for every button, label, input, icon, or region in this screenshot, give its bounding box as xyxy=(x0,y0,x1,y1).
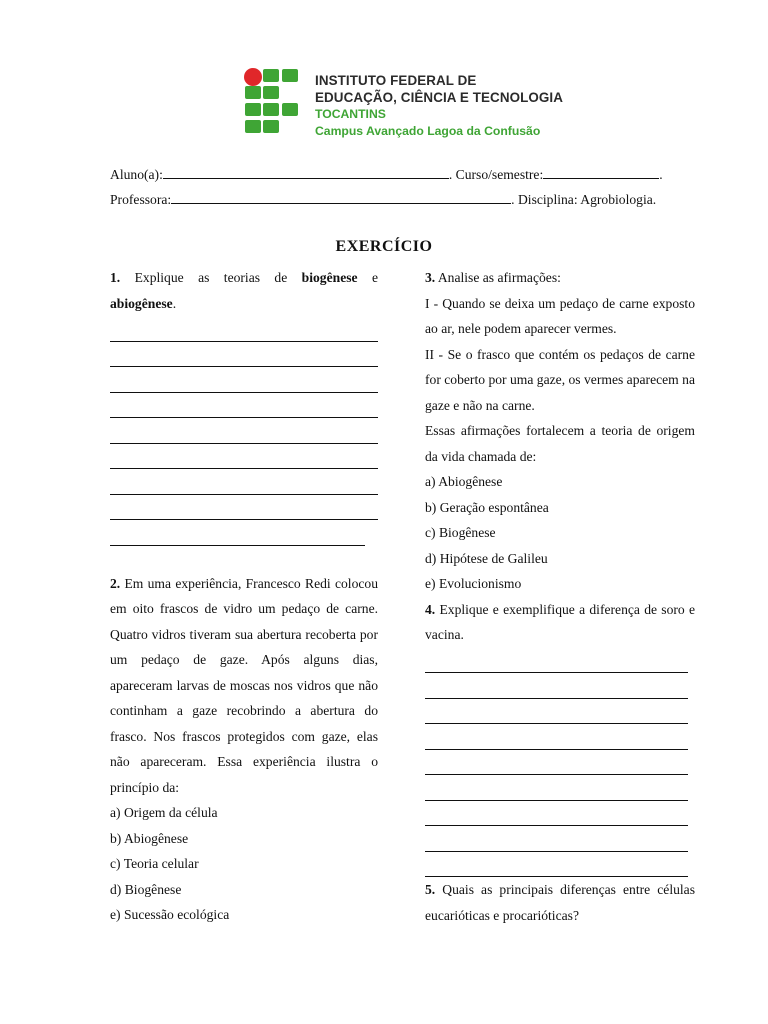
student-info-line xyxy=(110,166,663,183)
professora-field[interactable] xyxy=(171,191,511,204)
curso-end: . xyxy=(659,167,663,182)
institute-name-block xyxy=(315,72,563,140)
professora-label: Professora: xyxy=(110,192,172,207)
curso-field[interactable] xyxy=(543,166,659,179)
q2-option-c[interactable]: c) Teoria celular xyxy=(110,856,199,871)
q4-answer-area[interactable] xyxy=(425,648,688,878)
institute-line-2: EDUCAÇÃO, CIÊNCIA E TECNOLOGIA xyxy=(315,90,564,105)
institute-logo xyxy=(244,68,300,136)
question-2 xyxy=(110,571,378,801)
q3-option-a[interactable]: a) Abiogênese xyxy=(425,474,503,489)
question-4 xyxy=(425,597,695,648)
q3-option-c[interactable]: c) Biogênese xyxy=(425,525,496,540)
q1-term-abiogenese: abiogênese xyxy=(110,295,173,311)
page-title: EXERCÍCIO xyxy=(335,238,433,255)
question-3 xyxy=(425,265,695,291)
left-column xyxy=(110,265,378,928)
q4-number: 4. xyxy=(425,601,436,617)
aluno-label: Aluno(a): xyxy=(110,167,163,182)
disciplina-label: . Disciplina: Agrobiologia. xyxy=(511,192,657,207)
q3-option-b[interactable]: b) Geração espontânea xyxy=(425,499,549,515)
logo-red-dot xyxy=(244,68,262,86)
teacher-info-line xyxy=(110,191,656,208)
q3-statement-2: II - Se o frasco que contém os pedaços de carne for coberto por uma gaze, os vermes aparecem na gaze e não na carne. xyxy=(425,346,695,413)
right-column xyxy=(425,265,695,928)
q5-text: Quais as principais diferenças entre células eucarióticas e procarióticas? xyxy=(425,882,695,923)
institute-state: TOCANTINS xyxy=(315,107,386,121)
q3-option-d[interactable]: d) Hipótese de Galileu xyxy=(425,550,548,566)
q2-number: 2. xyxy=(110,575,121,591)
institute-campus: Campus Avançado Lagoa da Confusão xyxy=(315,124,541,138)
institute-line-1: INSTITUTO FEDERAL DE xyxy=(315,73,477,88)
q2-option-e[interactable]: e) Sucessão ecológica xyxy=(110,907,230,922)
question-1 xyxy=(110,265,378,316)
q1-number: 1. xyxy=(110,270,121,285)
q3-statement-1: I - Quando se deixa um pedaço de carne exposto ao ar, nele podem aparecer vermes. xyxy=(425,295,695,336)
question-5 xyxy=(425,877,695,928)
q2-option-b[interactable]: b) Abiogênese xyxy=(110,830,189,846)
q3-statement-3: Essas afirmações fortalecem a teoria de origem da vida chamada de: xyxy=(425,423,695,464)
curso-label: . Curso/semestre: xyxy=(448,167,544,182)
aluno-field[interactable] xyxy=(163,166,449,179)
q3-text: Analise as afirmações: xyxy=(435,270,561,285)
q4-text: Explique e exemplifique a diferença de soro e vacina. xyxy=(425,601,695,642)
q3-option-e[interactable]: e) Evolucionismo xyxy=(425,576,522,591)
q1-answer-area[interactable] xyxy=(110,316,378,546)
q5-number: 5. xyxy=(425,882,436,897)
q1-text-a: Explique as teorias de xyxy=(120,270,302,285)
q2-option-d[interactable]: d) Biogênese xyxy=(110,881,182,897)
q2-text: Em uma experiência, Francesco Redi colocou em oito frascos de vidro um pedaço de carne. Quatro vidros tiveram sua abertura recoberta por um pedaço de gaze. Após alguns dias, apareceram larvas de moscas nos vidros que não continham a gaze recobrindo a abertura do frasco. Nos frascos protegidos com gaze, elas não apareceram. Essa experiência ilustra o princípio da: xyxy=(110,575,378,795)
q1-text-c: . xyxy=(172,295,177,311)
q2-option-a[interactable]: a) Origem da célula xyxy=(110,805,218,820)
institution-header xyxy=(244,68,574,138)
q1-text-b: e xyxy=(357,270,378,285)
q1-term-biogenese: biogênese xyxy=(301,270,358,285)
q3-number: 3. xyxy=(425,270,436,285)
